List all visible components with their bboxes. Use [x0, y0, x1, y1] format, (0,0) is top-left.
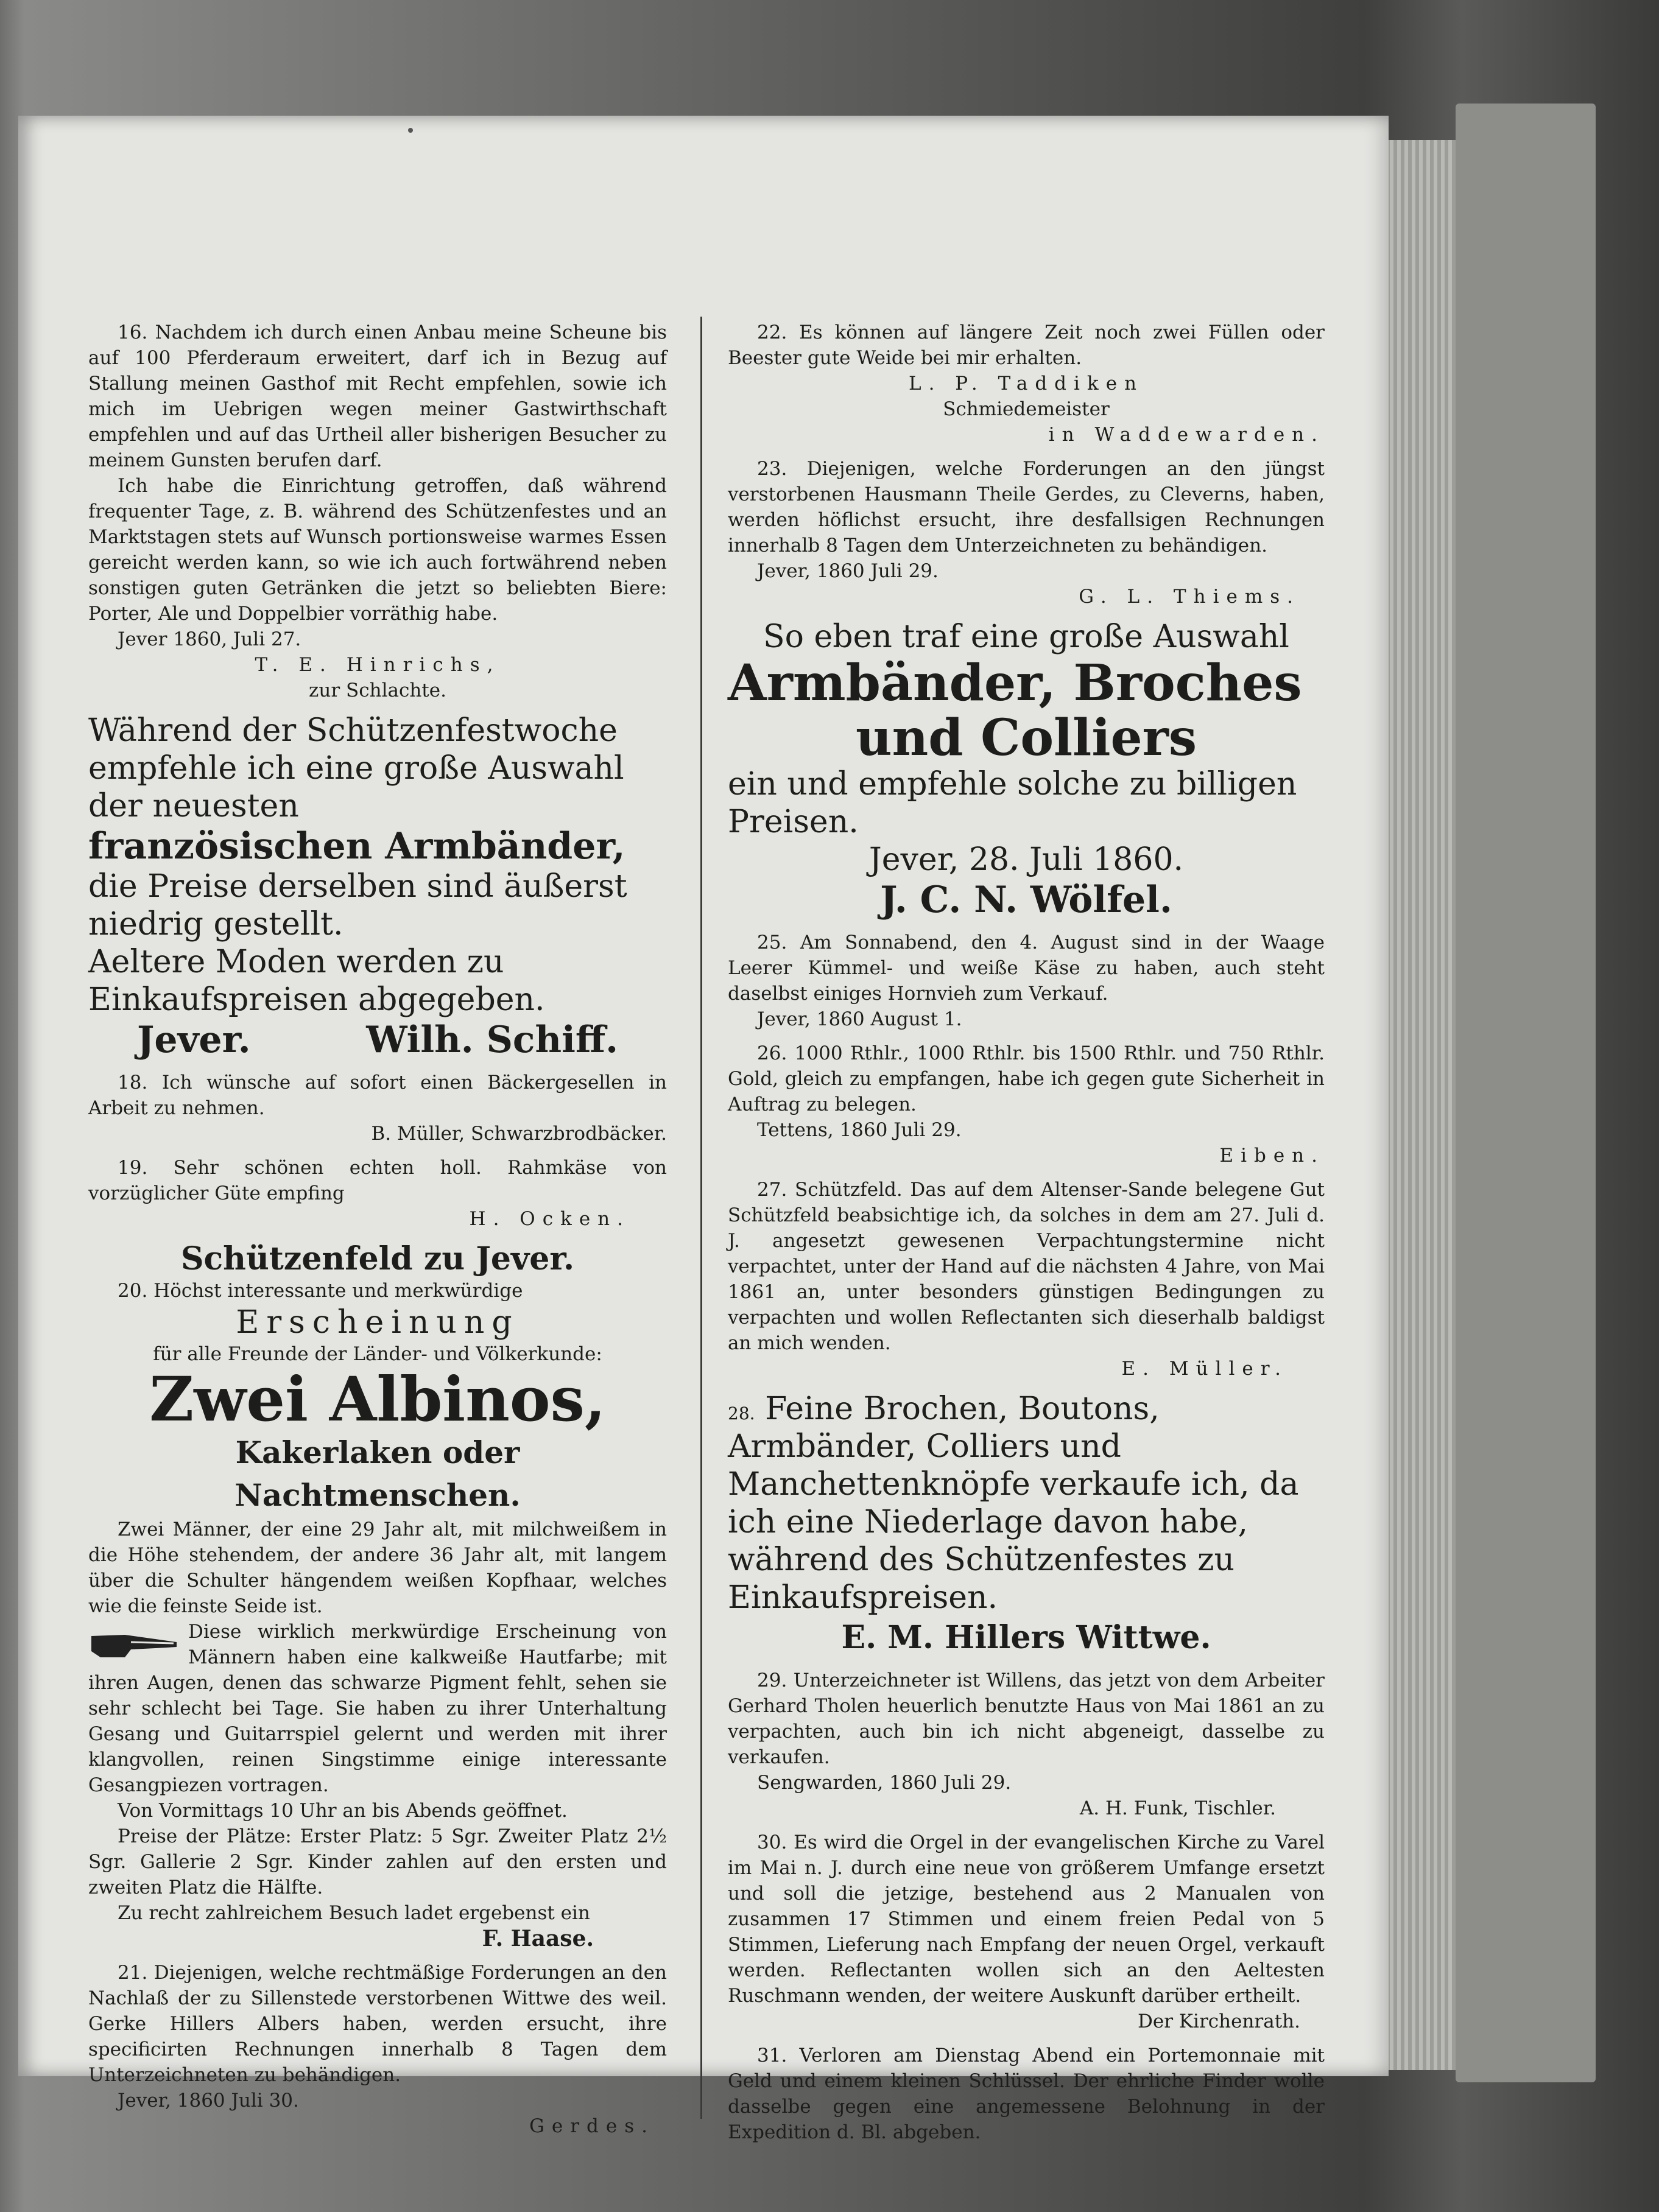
ad-20-paragraph-2-text: Diese wirklich merkwürdige Erscheinung von Männern haben eine kalkweiße Hautfarbe; mit ihren Augen, denen das schwarze Pigment fehlt, sehen sie sehr schlecht bei Tage. Sie haben zu ihrer Unterhaltung Gesang und Guitarrspiel gelernt und werden mit ihrer klangvollen, reinen Singstimme einige interessante Gesangpiezen vortragen. — [88, 1621, 667, 1796]
schiff-line-3: die Preise derselben sind äußerst niedrig gestellt. — [88, 868, 627, 943]
ad-22-text: 22. Es können auf längere Zeit noch zwei Füllen oder Beester gute Weide bei mir erhalten. — [728, 321, 1325, 369]
ad-26-text: 26. 1000 Rthlr., 1000 Rthlr. bis 1500 Rthlr. und 750 Rthlr. Gold, gleich zu empfangen, habe ich gegen gute Sicherheit in Auftrag zu belegen. — [728, 1042, 1325, 1115]
ad-29-signature: A. H. Funk, Tischler. — [1079, 1797, 1276, 1819]
ad-16-place: zur Schlachte. — [309, 679, 446, 701]
ad-29-date: Sengwarden, 1860 Juli 29. — [757, 1772, 1012, 1794]
ad-30 — [728, 1830, 1325, 2034]
ad-25-text: 25. Am Sonnabend, den 4. August sind in der Waage Leerer Kümmel- und weiße Käse zu haben, auch steht daselbst einiges Hornvieh zum Verkauf. — [728, 932, 1325, 1005]
page-speck — [408, 128, 413, 133]
ad-31-text: 31. Verloren am Dienstag Abend ein Portemonnaie mit Geld und einem kleinen Schlüssel. Der ehrliche Finder wolle dasselbe gegen eine angemessene Belohnung in der Expedition d. Bl. abgeben. — [728, 2045, 1325, 2143]
ad-20-big-subtitle: Kakerlaken oder Nachtmenschen. — [234, 1434, 521, 1513]
woelfel-name: J. C. N. Wölfel. — [880, 879, 1172, 921]
ad-23-date: Jever, 1860 Juli 29. — [757, 560, 939, 582]
woelfel-date: Jever, 28. Juli 1860. — [868, 841, 1184, 878]
ad-woelfel — [728, 618, 1325, 921]
ad-16-paragraph-2: Ich habe die Einrichtung getroffen, daß während frequenter Tage, z. B. während des Schützenfestes und an Marktstagen stets auf Wunsch portionsweise warmes Essen gereicht werden kann, so wie ich auch fortwährend neben sonstigen guten Getränken die jetzt so beliebten Biere: Porter, Ale und Doppelbier vorräthig habe. — [88, 475, 667, 625]
ad-23 — [728, 456, 1325, 609]
schiff-name: Wilh. Schiff. — [366, 1019, 618, 1061]
ad-31 — [728, 2043, 1325, 2145]
ad-28 — [728, 1390, 1325, 1659]
pointing-hand-icon — [88, 1624, 180, 1666]
ad-schiff — [88, 712, 667, 1061]
schiff-line-1: Während der Schützenfestwoche empfehle ich eine große Auswahl der neuesten — [88, 712, 624, 824]
ad-26-signature: Eiben. — [1219, 1145, 1325, 1167]
ad-28-signature: E. M. Hillers Wittwe. — [841, 1619, 1211, 1656]
ad-20-paragraph-1: Zwei Männer, der eine 29 Jahr alt, mit milchweißem in die Höhe stehendem, der andere 36 Jahr alt, mit langem über die Schulter hängendem weißen Kopfhaar, welches wie die feinste Seide ist. — [88, 1519, 667, 1617]
ad-20-paragraph-3: Von Vormittags 10 Uhr an bis Abends geöffnet. — [118, 1800, 568, 1822]
ad-23-text: 23. Diejenigen, welche Forderungen an den jüngst verstorbenen Hausmann Theile Gerdes, zu Cleverns, haben, werden höflichst ersucht, ihre desfallsigen Rechnungen innerhalb 8 Tagen dem Unterzeichneten zu behändigen. — [728, 458, 1325, 557]
ad-28-text — [728, 1390, 1325, 1617]
ad-23-signature: G. L. Thiems. — [1079, 586, 1300, 608]
woelfel-line-1: So eben traf eine große Auswahl — [763, 619, 1289, 655]
schiff-line-4: Aeltere Moden werden zu Einkaufspreisen abgegeben. — [88, 944, 545, 1018]
ad-27 — [728, 1177, 1325, 1382]
ad-21-date: Jever, 1860 Juli 30. — [118, 2090, 299, 2112]
schiff-place: Jever. — [137, 1019, 251, 1061]
right-column — [728, 320, 1325, 2145]
ad-20-paragraph-2 — [88, 1619, 667, 1798]
ad-22-role: Schmiedemeister — [943, 398, 1110, 420]
column-rule — [700, 317, 702, 2119]
newspaper-page — [18, 116, 1389, 2143]
ad-25 — [728, 930, 1325, 1032]
ad-18 — [88, 1070, 667, 1146]
ad-20-heading: Schützenfeld zu Jever. — [180, 1240, 575, 1277]
ad-16 — [88, 320, 667, 703]
ad-20-intro: 20. Höchst interessante und merkwürdige — [118, 1280, 523, 1302]
ad-20 — [88, 1240, 667, 1951]
ad-19 — [88, 1155, 667, 1232]
ad-30-text: 30. Es wird die Orgel in der evangelischen Kirche zu Varel im Mai n. J. durch eine neue von größerem Umfange ersetzt und soll die jetzige, bestehend aus 2 Manualen von zusammen 17 Stimmen und einem freien Pedal von 5 Stimmen, Lieferung nach Empfang der neuen Orgel, verkauft werden. Reflectanten wollen sich an den Aeltesten Ruschmann wenden, der weitere Auskunft darüber ertheilt. — [728, 1831, 1325, 2007]
ad-16-signature: T. E. Hinrichs, — [255, 654, 501, 676]
ad-22-place: in Waddewarden. — [1048, 424, 1325, 446]
ad-16-paragraph-1: 16. Nachdem ich durch einen Anbau meine Scheune bis auf 100 Pferderaum erweitert, darf ich in Bezug auf Stallung meinen Gasthof mit Recht empfehlen, sowie ich mich im Uebrigen wegen meiner Gastwirthschaft empfehlen und auf das Urtheil aller bisherigen Besucher zu meinem Gunsten berufen darf. — [88, 321, 667, 471]
ad-22 — [728, 320, 1325, 448]
ad-26-date: Tettens, 1860 Juli 29. — [757, 1119, 962, 1141]
ad-22-name: L. P. Taddiken — [908, 373, 1144, 395]
page-edges — [1382, 140, 1456, 2070]
left-column — [88, 320, 667, 2139]
ad-30-signature: Der Kirchenrath. — [1138, 2010, 1300, 2032]
ad-25-date: Jever, 1860 August 1. — [757, 1008, 962, 1030]
ad-20-title: Erscheinung — [236, 1304, 520, 1341]
ad-26 — [728, 1041, 1325, 1168]
ad-27-text: 27. Schützfeld. Das auf dem Altenser-Sande belegene Gut Schützfeld beabsichtige ich, da solches in dem am 27. Juli d. J. angesetzt gewesenen Verpachtungstermine nicht verpachtet, unter der Hand auf die nächsten 4 Jahre, von Mai 1861 an, unter besonders günstigen Bedingungen zu verpachten und wollen Reflectanten sich dieserhalb baldigst an mich wenden. — [728, 1179, 1325, 1354]
ad-20-paragraph-4: Preise der Plätze: Erster Platz: 5 Sgr. Zweiter Platz 2½ Sgr. Gallerie 2 Sgr. Kinder zahlen auf den ersten und zweiten Platz die Hälfte. — [88, 1825, 667, 1898]
ad-21-signature: Gerdes. — [529, 2115, 655, 2137]
ad-20-paragraph-5: Zu recht zahlreichem Besuch ladet ergebenst ein — [118, 1902, 590, 1924]
ad-27-signature: E. Müller. — [1121, 1358, 1288, 1380]
ad-29 — [728, 1668, 1325, 1821]
woelfel-line-2: Armbänder, Broches — [728, 654, 1302, 712]
ad-20-big-title: Zwei Albinos, — [149, 1363, 606, 1435]
schiff-footer — [88, 1019, 667, 1061]
book-cover-edge — [1456, 104, 1596, 2082]
ad-20-signature: F. Haase. — [482, 1926, 594, 1951]
woelfel-line-4: ein und empfehle solche zu billigen Preisen. — [728, 766, 1297, 840]
ad-19-text: 19. Sehr schönen echten holl. Rahmkäse von vorzüglicher Güte empfing — [88, 1157, 667, 1204]
ad-29-text: 29. Unterzeichneter ist Willens, das jetzt von dem Arbeiter Gerhard Tholen heuerlich benutzte Haus von Mai 1861 an zu verpachten, auch bin ich nicht abgeneigt, dasselbe zu verkaufen. — [728, 1670, 1325, 1768]
ad-21-text: 21. Diejenigen, welche rechtmäßige Forderungen an den Nachlaß der zu Sillenstede verstorbenen Wittwe des weil. Gerke Hillers Albers haben, werden ersucht, ihre specificirten Rechnungen innerhalb 8 Tagen dem Unterzeichneten zu behändigen. — [88, 1962, 667, 2086]
schiff-line-2: französischen Armbänder, — [88, 825, 625, 868]
ad-21 — [88, 1960, 667, 2139]
ad-18-text: 18. Ich wünsche auf sofort einen Bäckergesellen in Arbeit zu nehmen. — [88, 1072, 667, 1119]
woelfel-line-3: und Colliers — [855, 709, 1197, 767]
ad-16-date: Jever 1860, Juli 27. — [118, 628, 301, 650]
ad-28-number: 28. — [728, 1403, 755, 1424]
ad-20-subtitle: für alle Freunde der Länder- und Völkerkunde: — [153, 1343, 602, 1365]
ad-18-signature: B. Müller, Schwarzbrodbäcker. — [371, 1123, 667, 1145]
ad-28-body: Feine Brochen, Boutons, Armbänder, Colliers und Manchettenknöpfe verkaufe ich, da ich eine Niederlage davon habe, während des Schützenfestes zu Einkaufspreisen. — [728, 1391, 1299, 1616]
ad-19-signature: H. Ocken. — [469, 1208, 630, 1230]
